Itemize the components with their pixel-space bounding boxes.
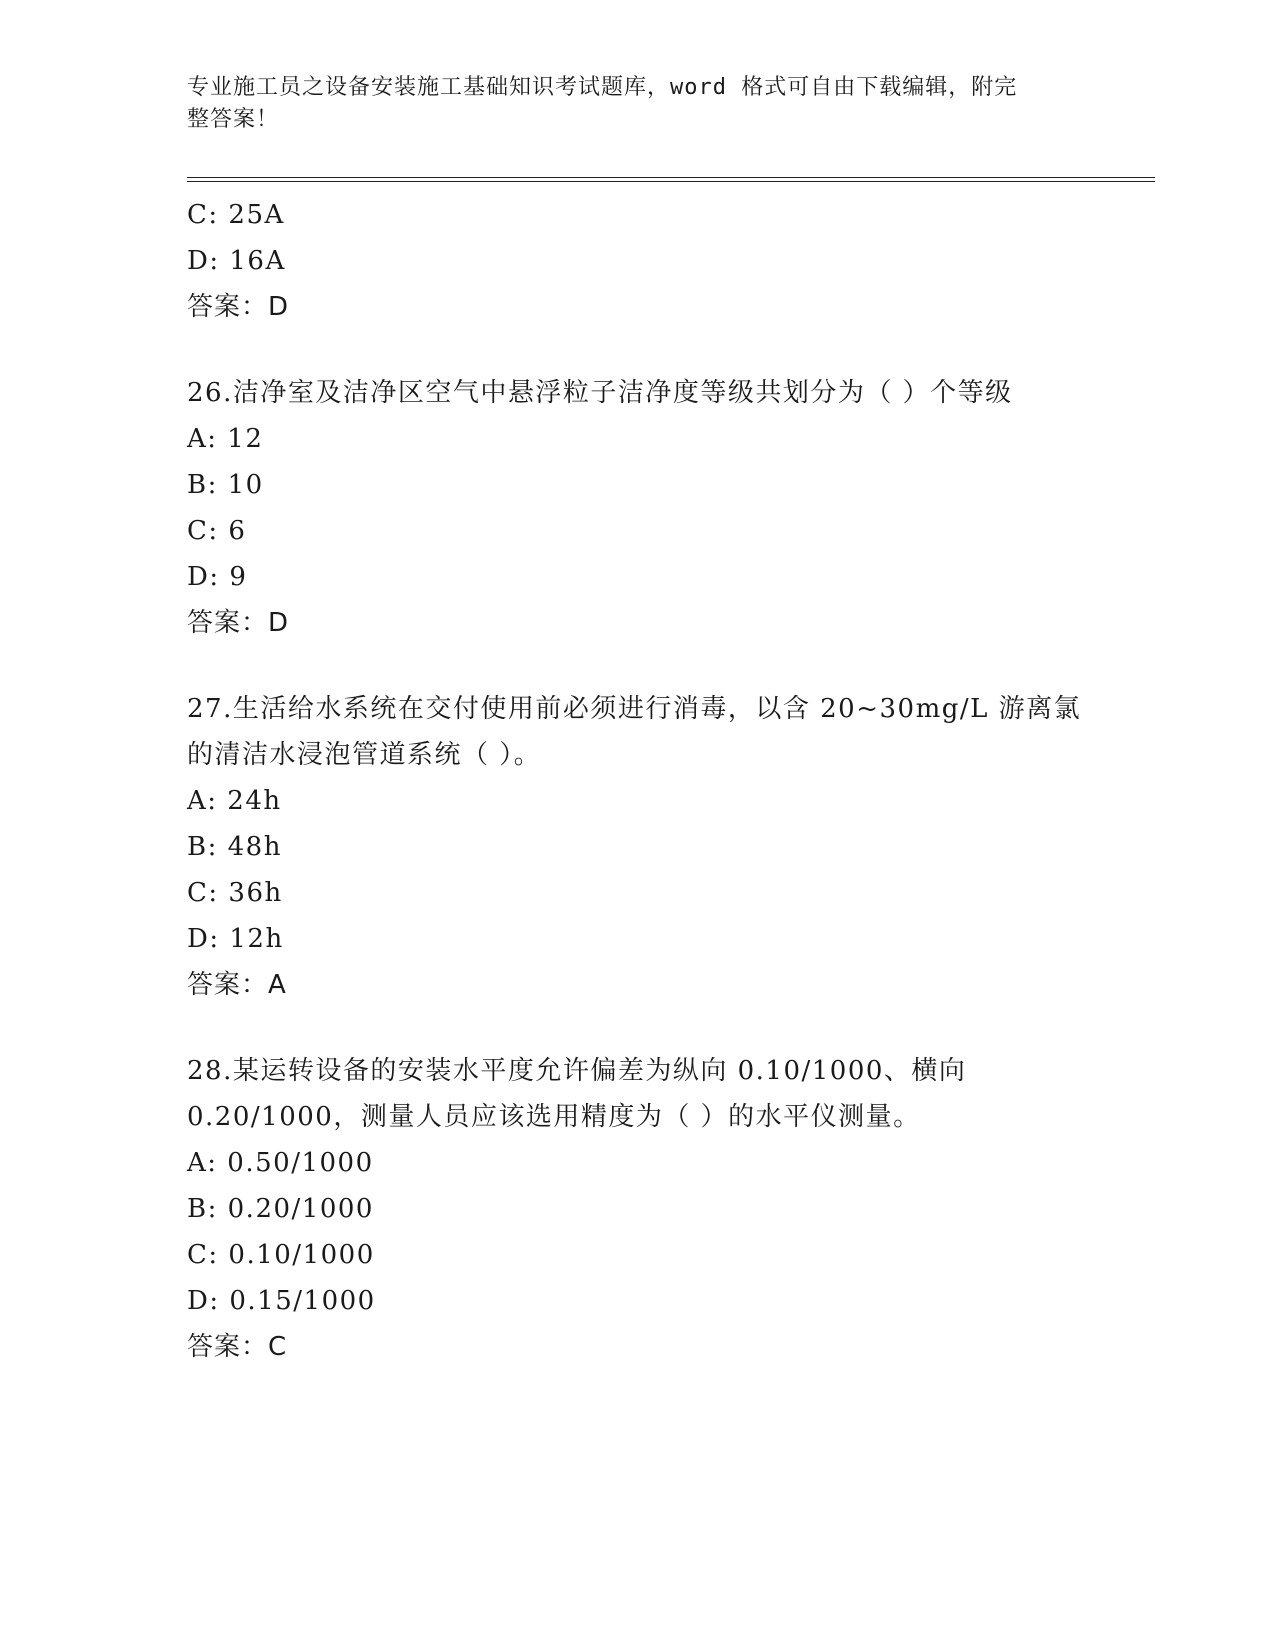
answer-line: 答案：D [187,292,290,322]
question-stem-line-2: 的清洁水浸泡管道系统（ ）。 [187,740,542,770]
option-c: C: 6 [187,516,247,546]
header-divider-top [187,177,1155,178]
question-list [187,192,1087,1370]
option-c: C: 25A [187,200,285,230]
question-stem: 26.洁净室及洁净区空气中悬浮粒子洁净度等级共划分为（ ）个等级 [187,378,1013,408]
option-d: D: 16A [187,246,286,276]
spacer [187,330,1087,370]
question-27 [187,686,1087,1008]
header-line-2: 整答案！ [187,107,280,132]
question-stem-line-1: 28.某运转设备的安装水平度允许偏差为纵向 0.10/1000、横向 [187,1056,967,1086]
question-26 [187,370,1087,646]
option-a: A: 24h [187,786,282,816]
option-b: B: 0.20/1000 [187,1194,374,1224]
header-line-1: 专业施工员之设备安装施工基础知识考试题库，word 格式可自由下载编辑，附完 [187,75,1018,100]
option-b: B: 48h [187,832,282,862]
document-header [187,72,1067,136]
option-b: B: 10 [187,470,264,500]
option-c: C: 0.10/1000 [187,1240,375,1270]
answer-line: 答案：C [187,1332,288,1362]
option-d: D: 12h [187,924,284,954]
option-c: C: 36h [187,878,283,908]
option-d: D: 0.15/1000 [187,1286,376,1316]
question-stem-line-2: 0.20/1000，测量人员应该选用精度为（ ）的水平仪测量。 [187,1102,921,1132]
header-divider-bottom [187,181,1155,182]
option-a: A: 12 [187,424,264,454]
option-d: D: 9 [187,562,248,592]
option-a: A: 0.50/1000 [187,1148,374,1178]
spacer [187,1008,1087,1048]
question-stem-line-1: 27.生活给水系统在交付使用前必须进行消毒，以含 20~30mg/L 游离氯 [187,694,1082,724]
answer-line: 答案：A [187,970,287,1000]
spacer [187,646,1087,686]
question-25 [187,192,1087,330]
question-28 [187,1048,1087,1370]
answer-line: 答案：D [187,608,290,638]
